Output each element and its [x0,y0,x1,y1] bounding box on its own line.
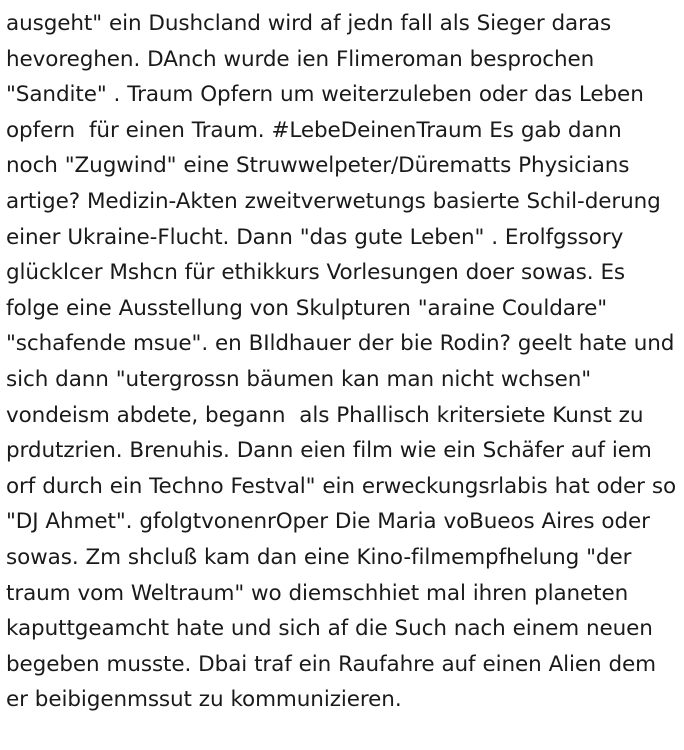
document-body-text: ausgeht" ein Dushcland wird af jedn fall als Sieger daras hevoreghen. DAnch wurde ien Flimeroman besprochen "Sandite" . Traum Opfern um weiterzuleben oder das Leben opfern für einen Traum. #LebeDeinenTraum Es gab dann noch "Zugwind" eine Struwwelpeter/Dürematts Physicians artige? Medizin-Akten zweitverwetungs basierte Schil-derung einer Ukraine-Flucht. Dann "das gute Leben" . Erolfgssory glücklcer Mshcn für ethikkurs Vorlesungen doer sowas. Es folge eine Ausstellung von Skulpturen "araine Couldare" "schafende msue". en BIldhauer der bie Rodin? geelt hate und sich dann "utergrossn bäumen kan man nicht wchsen" vondeism abdete, begann als Phallisch kritersiete Kunst zu prdutzrien. Brenuhis. Dann eien film wie ein Schäfer auf iem orf durch ein Techno Festval" ein erweckungsrlabis hat oder so "DJ Ahmet". gfolgtvonenrOper Die Maria voBueos Aires oder sowas. Zm shcluß kam dan eine Kino-filmempfhelung "der traum vom Weltraum" wo diemschhiet mal ihren planeten kaputtgeamcht hate und sich af die Such nach einem neuen begeben musste. Dbai traf ein Raufahre auf einen Alien dem er beibigenmssut zu kommunizieren. [6,11,683,713]
